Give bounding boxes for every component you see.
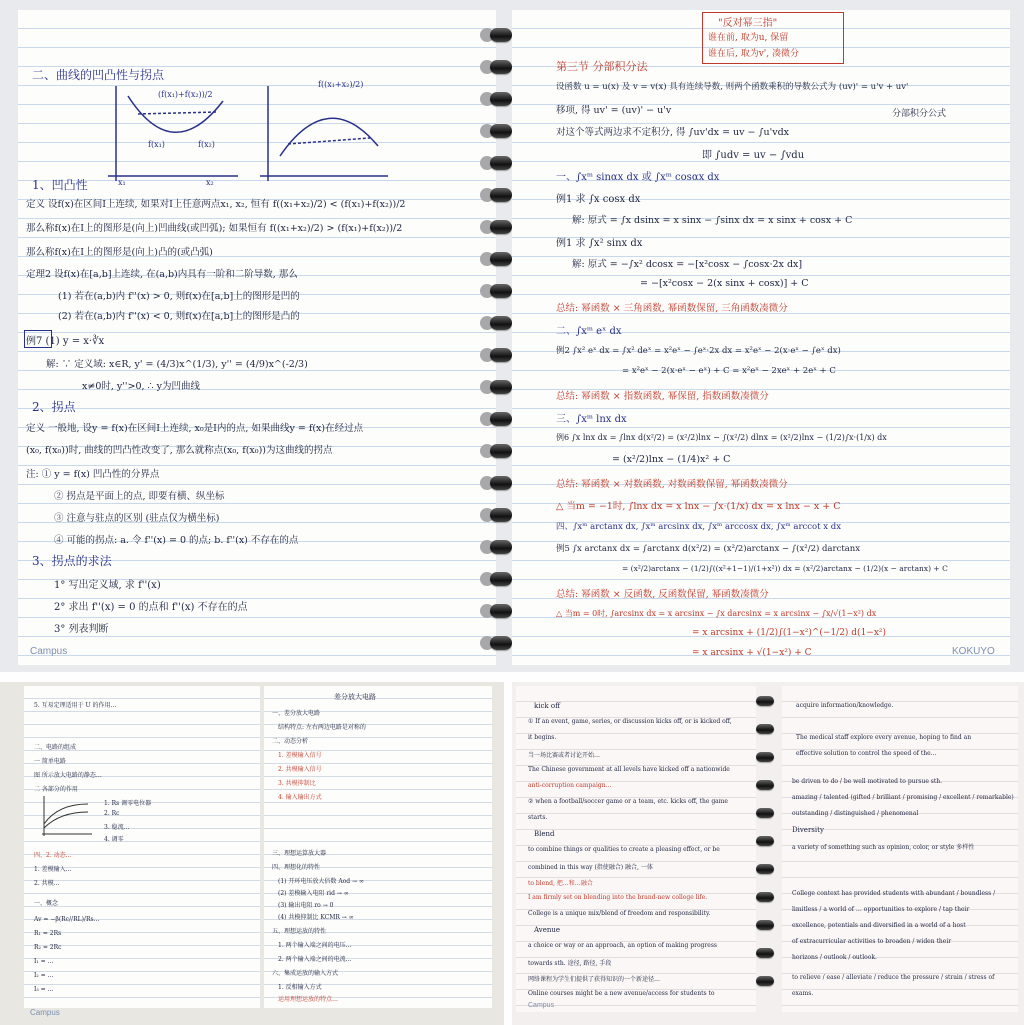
mnemonic-line: 谁在前, 取为u, 保留	[708, 33, 789, 43]
note-line: 5. 互易定理适用于 U 的作用…	[34, 702, 117, 709]
note-line: I₁ = …	[34, 958, 54, 965]
note-line: 那么称f(x)在I上的图形是(向上)凸的(或凸弧)	[26, 247, 213, 258]
note-line: 4. 调零	[104, 836, 124, 843]
note-line: ② when a football/soccer game or a team, etc. kicks off, the game	[528, 798, 728, 805]
note-line: it begins.	[528, 734, 557, 741]
graph-label: x₂	[206, 178, 214, 187]
note-line: 二 各部分的作用	[34, 786, 78, 793]
note-line: 1. 反相输入方式	[278, 984, 322, 991]
graph-label: (f(x₁)+f(x₂))/2	[158, 90, 213, 99]
subsection-heading: 1、凹凸性	[32, 178, 88, 192]
note-line: 解: 原式 = ∫x dsinx = x sinx − ∫sinx dx = x sinx + cosx + C	[572, 215, 853, 226]
note-line: exams.	[792, 990, 814, 997]
note-line: = (x²/2)arctanx − (1/2)∫((x²+1−1)/(1+x²)) dx = (x²/2)arctanx − (1/2)(x − arctanx) + C	[622, 564, 948, 573]
note-line: a variety of something such as opinion, color, or style 多样性	[792, 844, 975, 851]
note-line: x≠0时, y''>0, ∴ y为凹曲线	[82, 381, 200, 392]
note-line: 解: ∵ 定义域: x∈R, y' = (4/3)x^(1/3), y'' = (4/9)x^(-2/3)	[46, 359, 308, 370]
note-line: limitless / a world of … opportunities to explore / tap their	[792, 906, 970, 913]
note-line: 2. 共模输入信号	[278, 766, 322, 773]
note-line: 2. Rc	[104, 810, 120, 817]
subsection-heading: 2、拐点	[32, 400, 76, 414]
page-integration-by-parts	[512, 10, 1010, 665]
note-line: ③ 注意与驻点的区别 (驻点仅为横坐标)	[54, 513, 220, 524]
note-line: (x₀, f(x₀))时, 曲线的凹凸性改变了, 那么就称点(x₀, f(x₀))为这曲线的拐点	[26, 445, 333, 456]
summary-line: 总结: 幂函数 × 三角函数, 幂函数保留, 三角函数凑微分	[556, 303, 788, 314]
graph-label: x₁	[118, 178, 126, 187]
step-line: 1° 写出定义域, 求 f''(x)	[54, 580, 161, 591]
note-line: ② 拐点是平面上的点, 即要有横、纵坐标	[54, 491, 225, 502]
subsection-heading: 四、∫xᵐ arctanx dx, ∫xᵐ arcsinx dx, ∫xᵐ arccosx dx, ∫xᵐ arccot x dx	[556, 522, 841, 532]
formula-line: 即 ∫udv = uv − ∫vdu	[702, 150, 805, 161]
brand-logo: KOKUYO	[952, 646, 995, 657]
note-line: starts.	[528, 814, 548, 821]
page-circuit-left	[24, 686, 260, 1008]
note-line: (2) 若在(a,b)内 f''(x) < 0, 则f(x)在[a,b]上的图形是凸的	[58, 311, 300, 322]
note-line: 三、理想运算放大器	[272, 850, 327, 857]
note-line: (2) 差模输入电阻 rid → ∞	[278, 890, 349, 897]
page-calculus-concavity	[18, 10, 496, 665]
note-line: 例2 ∫x² eˣ dx = ∫x² deˣ = x²eˣ − ∫eˣ·2x dx = x²eˣ − 2(x·eˣ − ∫eˣ dx)	[556, 346, 841, 356]
brand-logo: Campus	[528, 1002, 555, 1009]
graph-label: f(x₁)	[148, 140, 165, 149]
note-line: = (x²/2)lnx − (1/4)x² + C	[612, 454, 731, 465]
note-line: 结构特点: 左右两边电路是对称的	[278, 724, 366, 731]
note-line: 图 所示放大电路的静态…	[34, 772, 102, 779]
note-line: 那么称f(x)在I上的图形是(向上)凹曲线(或凹弧); 如果恒有 f((x₁+x₂)/2) > (f(x₁)+f(x₂))/2	[26, 223, 403, 234]
note-line: = x²eˣ − 2(x·eˣ − eˣ) + C = x²eˣ − 2xeˣ + 2eˣ + C	[622, 366, 836, 376]
mnemonic-title: "反对幂三指"	[718, 18, 778, 29]
brand-logo: Campus	[30, 1008, 60, 1017]
vocab-heading: kick off	[534, 702, 561, 710]
note-line: of extracurricular activities to broaden / widen their	[792, 938, 952, 945]
note-line: = x arcsinx + (1/2)∫(1−x²)^(−1/2) d(1−x²)	[692, 628, 887, 638]
note-line: a choice or way or an approach, an option of making progress	[528, 942, 717, 949]
note-line: = x arcsinx + √(1−x²) + C	[692, 648, 812, 658]
section-heading: 第三节 分部积分法	[556, 60, 648, 73]
example-line: 例1 求 ∫x² sinx dx	[556, 238, 643, 249]
note-line: 一 简单电路	[34, 758, 66, 765]
step-line: 3° 列表判断	[54, 624, 109, 635]
example-line: 例1 求 ∫x cosx dx	[556, 194, 641, 205]
note-line: (1) 开环电压放大倍数 Aod → ∞	[278, 878, 364, 885]
note-line: 二、电路的组成	[34, 744, 77, 751]
note-line: amazing / talented (gifted / brilliant / promising / excellent / remarkable)	[792, 794, 1014, 801]
example-line: 例7 (1) y = x·∛x	[26, 336, 105, 347]
subsection-heading: 二、∫xᵐ eˣ dx	[556, 326, 622, 337]
note-line: 1. 差模输入信号	[278, 752, 322, 759]
page-vocabulary-right	[782, 686, 1018, 1012]
subsection-heading: 3、拐点的求法	[32, 554, 112, 568]
note-line: horizons / outlook / outlook.	[792, 954, 877, 961]
note-line: 二、动态分析	[272, 738, 309, 745]
note-line: 设函数 u = u(x) 及 v = v(x) 具有连续导数, 则两个函数乘积的导数公式为 (uv)' = u'v + uv'	[556, 82, 909, 92]
note-line: 移项, 得 uv' = (uv)' − u'v	[556, 105, 672, 116]
note-line: I₃ = …	[34, 986, 54, 993]
subsection-heading: 一、∫xᵐ sinαx dx 或 ∫xᵐ cosαx dx	[556, 172, 720, 183]
waveform-sketch	[38, 794, 94, 838]
note-line: The medical staff explore every avenue, hoping to find an	[796, 734, 972, 741]
note-line: 当一场比赛或者讨论开始…	[528, 752, 601, 759]
summary-line: 总结: 幂函数 × 反函数, 反函数保留, 幂函数凑微分	[556, 589, 769, 600]
note-line: (1) 若在(a,b)内 f''(x) > 0, 则f(x)在[a,b]上的图形是凹的	[58, 291, 300, 302]
spiral-binding	[752, 688, 782, 1008]
note-line: 对这个等式两边求不定积分, 得 ∫uv'dx = uv − ∫u'vdx	[556, 127, 790, 138]
note-line: R₂ = 2Rc	[34, 944, 62, 951]
page-vocabulary-left	[516, 686, 756, 1012]
brand-logo: Campus	[30, 646, 68, 657]
note-line: combined in this way (指使融合) 融合, 一体	[528, 864, 653, 871]
step-line: 2° 求出 f''(x) = 0 的点和 f''(x) 不存在的点	[54, 602, 248, 613]
note-line: acquire information/knowledge.	[796, 702, 894, 709]
vocab-heading: Blend	[534, 830, 555, 838]
graph-label: f((x₁+x₂)/2)	[318, 80, 364, 89]
note-line: 2. 两个输入端之间的电流…	[278, 956, 352, 963]
note-line: effective solution to control the speed of the…	[796, 750, 937, 757]
graph-labels	[18, 10, 496, 210]
note-line: to combine things or qualities to create a pleasing effect, or be	[528, 846, 720, 853]
notebook-photo-bottom-right	[512, 682, 1024, 1025]
note-line: to relieve / ease / alleviate / reduce the pressure / strain / stress of	[792, 974, 995, 981]
note-line: 四、2. 动态…	[34, 852, 72, 859]
note-line: 一、概念	[34, 900, 59, 907]
note-line: be driven to do / be well motivated to pursue sth.	[792, 778, 943, 785]
note-line: 注: ① y = f(x) 凹凸性的分界点	[26, 469, 160, 480]
note-line: 定义 一般地, 设y = f(x)在区间I上连续, x₀是I内的点, 如果曲线y = f(x)在经过点	[26, 423, 364, 434]
note-line: (3) 输出电阻 ro → 0	[278, 902, 334, 909]
note-line: △ 当m = −1时, ∫lnx dx = x lnx − ∫x·(1/x) dx = x lnx − x + C	[556, 501, 841, 512]
section-heading: 二、曲线的凹凸性与拐点	[32, 68, 165, 82]
note-line: anti-corruption campaign…	[528, 782, 612, 789]
page-title: 差分放大电路	[334, 693, 376, 701]
note-line: outstanding / distinguished / phenomenal	[792, 810, 919, 817]
vocab-heading: Avenue	[534, 926, 561, 934]
note-line: 3. 共模抑制比	[278, 780, 316, 787]
note-line: 一、差分放大电路	[272, 710, 321, 717]
note-line: 四、理想化的特性	[272, 864, 321, 871]
note-line: I₂ = …	[34, 972, 54, 979]
mnemonic-line: 谁在后, 取为v', 凑微分	[708, 49, 800, 59]
summary-line: 总结: 幂函数 × 指数函数, 幂保留, 指数函数凑微分	[556, 391, 769, 402]
note-line: The Chinese government at all levels have kicked off a nationwide	[528, 766, 730, 773]
page-circuit-right	[264, 686, 492, 1008]
note-line: ④ 可能的拐点: a. 令 f''(x) = 0 的点; b. f''(x) 不存在的点	[54, 535, 299, 546]
note-line: △ 当m = 0时, ∫arcsinx dx = x arcsinx − ∫x darcsinx = x arcsinx − ∫x/√(1−x²) dx	[556, 609, 877, 618]
note-line: 3. 稳流…	[104, 824, 130, 831]
note-line: (4) 共模抑制比 KCMR → ∞	[278, 914, 354, 921]
note-line: to blend, 把…和…融合	[528, 880, 593, 887]
example-box	[24, 330, 52, 348]
note-line: towards sth. 途径, 路径, 手段	[528, 960, 612, 967]
note-line: excellence, potentials and diversified in a world of a host	[792, 922, 966, 929]
note-line: 例6 ∫x lnx dx = ∫lnx d(x²/2) = (x²/2)lnx − ∫(x²/2) dlnx = (x²/2)lnx − (1/2)∫x·(1/x) dx	[556, 433, 887, 442]
note-line: 2. 共模…	[34, 880, 60, 887]
note-line: 解: 原式 = −∫x² dcosx = −[x²cosx − ∫cosx·2x dx]	[572, 259, 803, 270]
note-line: = −[x²cosx − 2(x sinx + cosx)] + C	[640, 278, 809, 289]
summary-line: 总结: 幂函数 × 对数函数, 对数函数保留, 幂函数凑微分	[556, 479, 788, 490]
note-line: 网络课程为学生们提供了获得知识的一个新途径…	[528, 976, 661, 983]
graph-label: f(x₂)	[198, 140, 215, 149]
note-line: Online courses might be a new avenue/access for students to	[528, 990, 715, 997]
side-note: 分部积分公式	[892, 109, 947, 119]
note-line: 定理2 设f(x)在[a,b]上连续, 在(a,b)内具有一阶和二阶导数, 那么	[26, 269, 298, 280]
note-line: 4. 输入输出方式	[278, 794, 322, 801]
note-line: College context has provided students with abundant / boundless /	[792, 890, 996, 897]
note-line: R₁ = 2Rs	[34, 930, 62, 937]
vocab-heading: Diversity	[792, 826, 824, 834]
note-line: 六、集成运放的输入方式	[272, 970, 339, 977]
note-line: 1. 两个输入端之间的电压…	[278, 942, 352, 949]
note-line: College is a unique mix/blend of freedom and responsibility.	[528, 910, 711, 917]
note-line: 运用理想运放的特点…	[278, 996, 339, 1003]
notebook-photo-bottom-left	[0, 682, 504, 1025]
note-line: I am firmly set on blending into the brand-new college life.	[528, 894, 708, 901]
note-line: 1. 差模输入…	[34, 866, 72, 873]
example-line: 例5 ∫x arctanx dx = ∫arctanx d(x²/2) = (x²/2)arctanx − ∫(x²/2) darctanx	[556, 544, 861, 554]
note-line: Av = −β(Rc//RL)/Rs…	[34, 916, 100, 923]
note-line: 五、理想运放的特性	[272, 928, 327, 935]
note-line: 定义 设f(x)在区间I上连续, 如果对I上任意两点x₁, x₂, 恒有 f((x₁+x₂)/2) < (f(x₁)+f(x₂))/2	[26, 199, 406, 210]
note-line: 1. Rs 调零电位器	[104, 800, 152, 807]
subsection-heading: 三、∫xᵐ lnx dx	[556, 414, 627, 425]
note-line: ① If an event, game, series, or discussion kicks off, or is kicked off,	[528, 718, 732, 725]
